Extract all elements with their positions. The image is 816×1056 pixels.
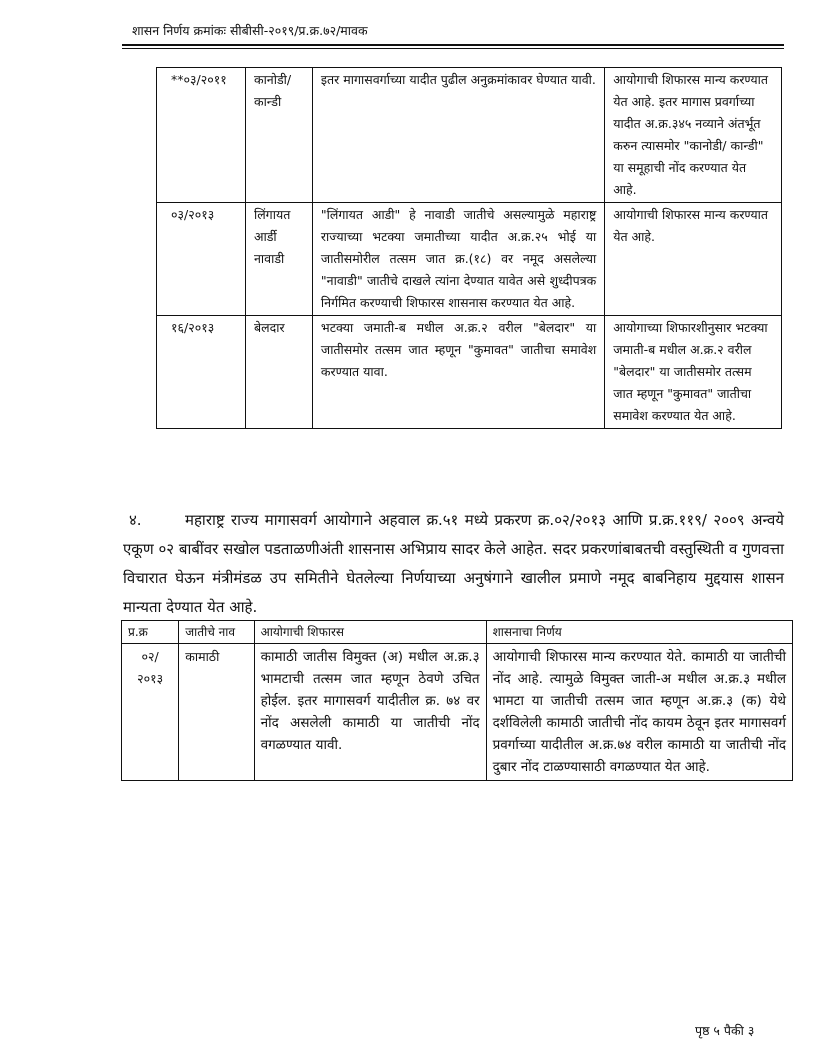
caste-name-cell: कानोडी/ कान्डी — [245, 68, 312, 203]
decision-cell: आयोगाची शिफारस मान्य करण्यात येते. कामाठी या जातीची नोंद आहे. त्यामुळे विमुक्त जाती-अ मधील अ.क्र.३ मधील भामटा या जातीची तत्सम जात म्हणून अ.क्र.३ (क) येथे दर्शविलेली कामाठी जातीची नोंद कायम ठेवून इतर मागासवर्ग प्रवर्गाच्या यादीतील अ.क्र.७४ वरील कामाठी या जातीची नोंद दुबार नोंद टाळण्यासाठी वगळण्यात येत आहे. — [486, 644, 792, 781]
paragraph-text: महाराष्ट्र राज्य मागासवर्ग आयोगाने अहवाल क्र.५१ मध्ये प्रकरण क्र.०२/२०१३ आणि प्र.क्र.११९/ २००९ अन्वये एकूण ०२ बाबींवर सखोल पडताळणीअंती शासनास अभिप्राय सादर केले आहेत. सदर प्रकरणांबाबतची वस्तुस्थिती व गुणवत्ता विचारात घेऊन मंत्रीमंडळ उप समितीने घेतलेल्या निर्णयाच्या अनुषंगाने खालील प्रमाणे नमूद बाबनिहाय मुद्दयास शासन मान्यता देण्यात येत आहे. — [123, 511, 784, 616]
recommendations-table-continued — [156, 67, 782, 429]
caste-name-cell: कामाठी — [179, 644, 254, 781]
decision-cell: आयोगाची शिफारस मान्य करण्यात येत आहे. इतर मागास प्रवर्गाच्या यादीत अ.क्र.३४५ नव्याने अंतर्भूत करुन त्यासमोर "कानोडी/ कान्डी" या समूहाची नोंद करण्यात येत आहे. — [605, 68, 782, 203]
header-rule-thick — [122, 44, 784, 46]
recommendation-cell: भटक्या जमाती-ब मधील अ.क्र.२ वरील "बेलदार" या जातीसमोर तत्सम जात म्हणून "कुमावत" जातीचा समावेश करण्यात यावा. — [312, 316, 604, 429]
table-row — [122, 644, 793, 781]
header-government-decision: शासनाचा निर्णय — [486, 621, 792, 644]
caste-name-cell: बेलदार — [245, 316, 312, 429]
case-number-cell: ०२/ २०१३ — [122, 644, 179, 781]
header-rule-thin — [122, 48, 784, 49]
decision-table — [121, 620, 793, 781]
paragraph-4 — [123, 506, 784, 622]
case-number-cell: **०३/२०११ — [157, 68, 246, 203]
paragraph-number: ४. — [129, 511, 142, 529]
recommendation-cell: इतर मागासवर्गाच्या यादीत पुढील अनुक्रमांकावर घेण्यात यावी. — [312, 68, 604, 203]
table-row — [157, 68, 782, 203]
page-header: शासन निर्णय क्रमांकः सीबीसी-२०१९/प्र.क्र.७२/मावक — [132, 23, 368, 38]
table-header-row — [122, 621, 793, 644]
page-number: पृष्ठ ५ पैकी ३ — [695, 1023, 755, 1038]
table-row — [157, 203, 782, 316]
case-number-cell: १६/२०१३ — [157, 316, 246, 429]
caste-name-cell: लिंगायत आर्डी नावाडी — [245, 203, 312, 316]
table-row — [157, 316, 782, 429]
decision-cell: आयोगाची शिफारस मान्य करण्यात येत आहे. — [605, 203, 782, 316]
recommendation-cell: "लिंगायत आडी" हे नावाडी जातीचे असल्यामुळे महाराष्ट्र राज्याच्या भटक्या जमातीच्या यादीत अ.क्र.२५ भोई या जातीसमोरील तत्सम जात क्र.(१८) वर नमूद असलेल्या "नावाडी" जातीचे दाखले त्यांना देण्यात यावेत असे शुध्दीपत्रक निर्गमित करण्याची शिफारस शासनास करण्यात येत आहे. — [312, 203, 604, 316]
header-case-number: प्र.क्र — [122, 621, 179, 644]
recommendation-cell: कामाठी जातीस विमुक्त (अ) मधील अ.क्र.३ भामटाची तत्सम जात म्हणून ठेवणे उचित होईल. इतर मागासवर्ग यादीतील क्र. ७४ वर नोंद असलेली कामाठी या जातीची नोंद वगळण्यात यावी. — [254, 644, 486, 781]
decision-cell: आयोगाच्या शिफारशीनुसार भटक्या जमाती-ब मधील अ.क्र.२ वरील "बेलदार" या जातीसमोर तत्सम जात म्हणून "कुमावत" जातीचा समावेश करण्यात येत आहे. — [605, 316, 782, 429]
header-caste-name: जातीचे नाव — [179, 621, 254, 644]
case-number-cell: ०३/२०१३ — [157, 203, 246, 316]
header-commission-recommendation: आयोगाची शिफारस — [254, 621, 486, 644]
